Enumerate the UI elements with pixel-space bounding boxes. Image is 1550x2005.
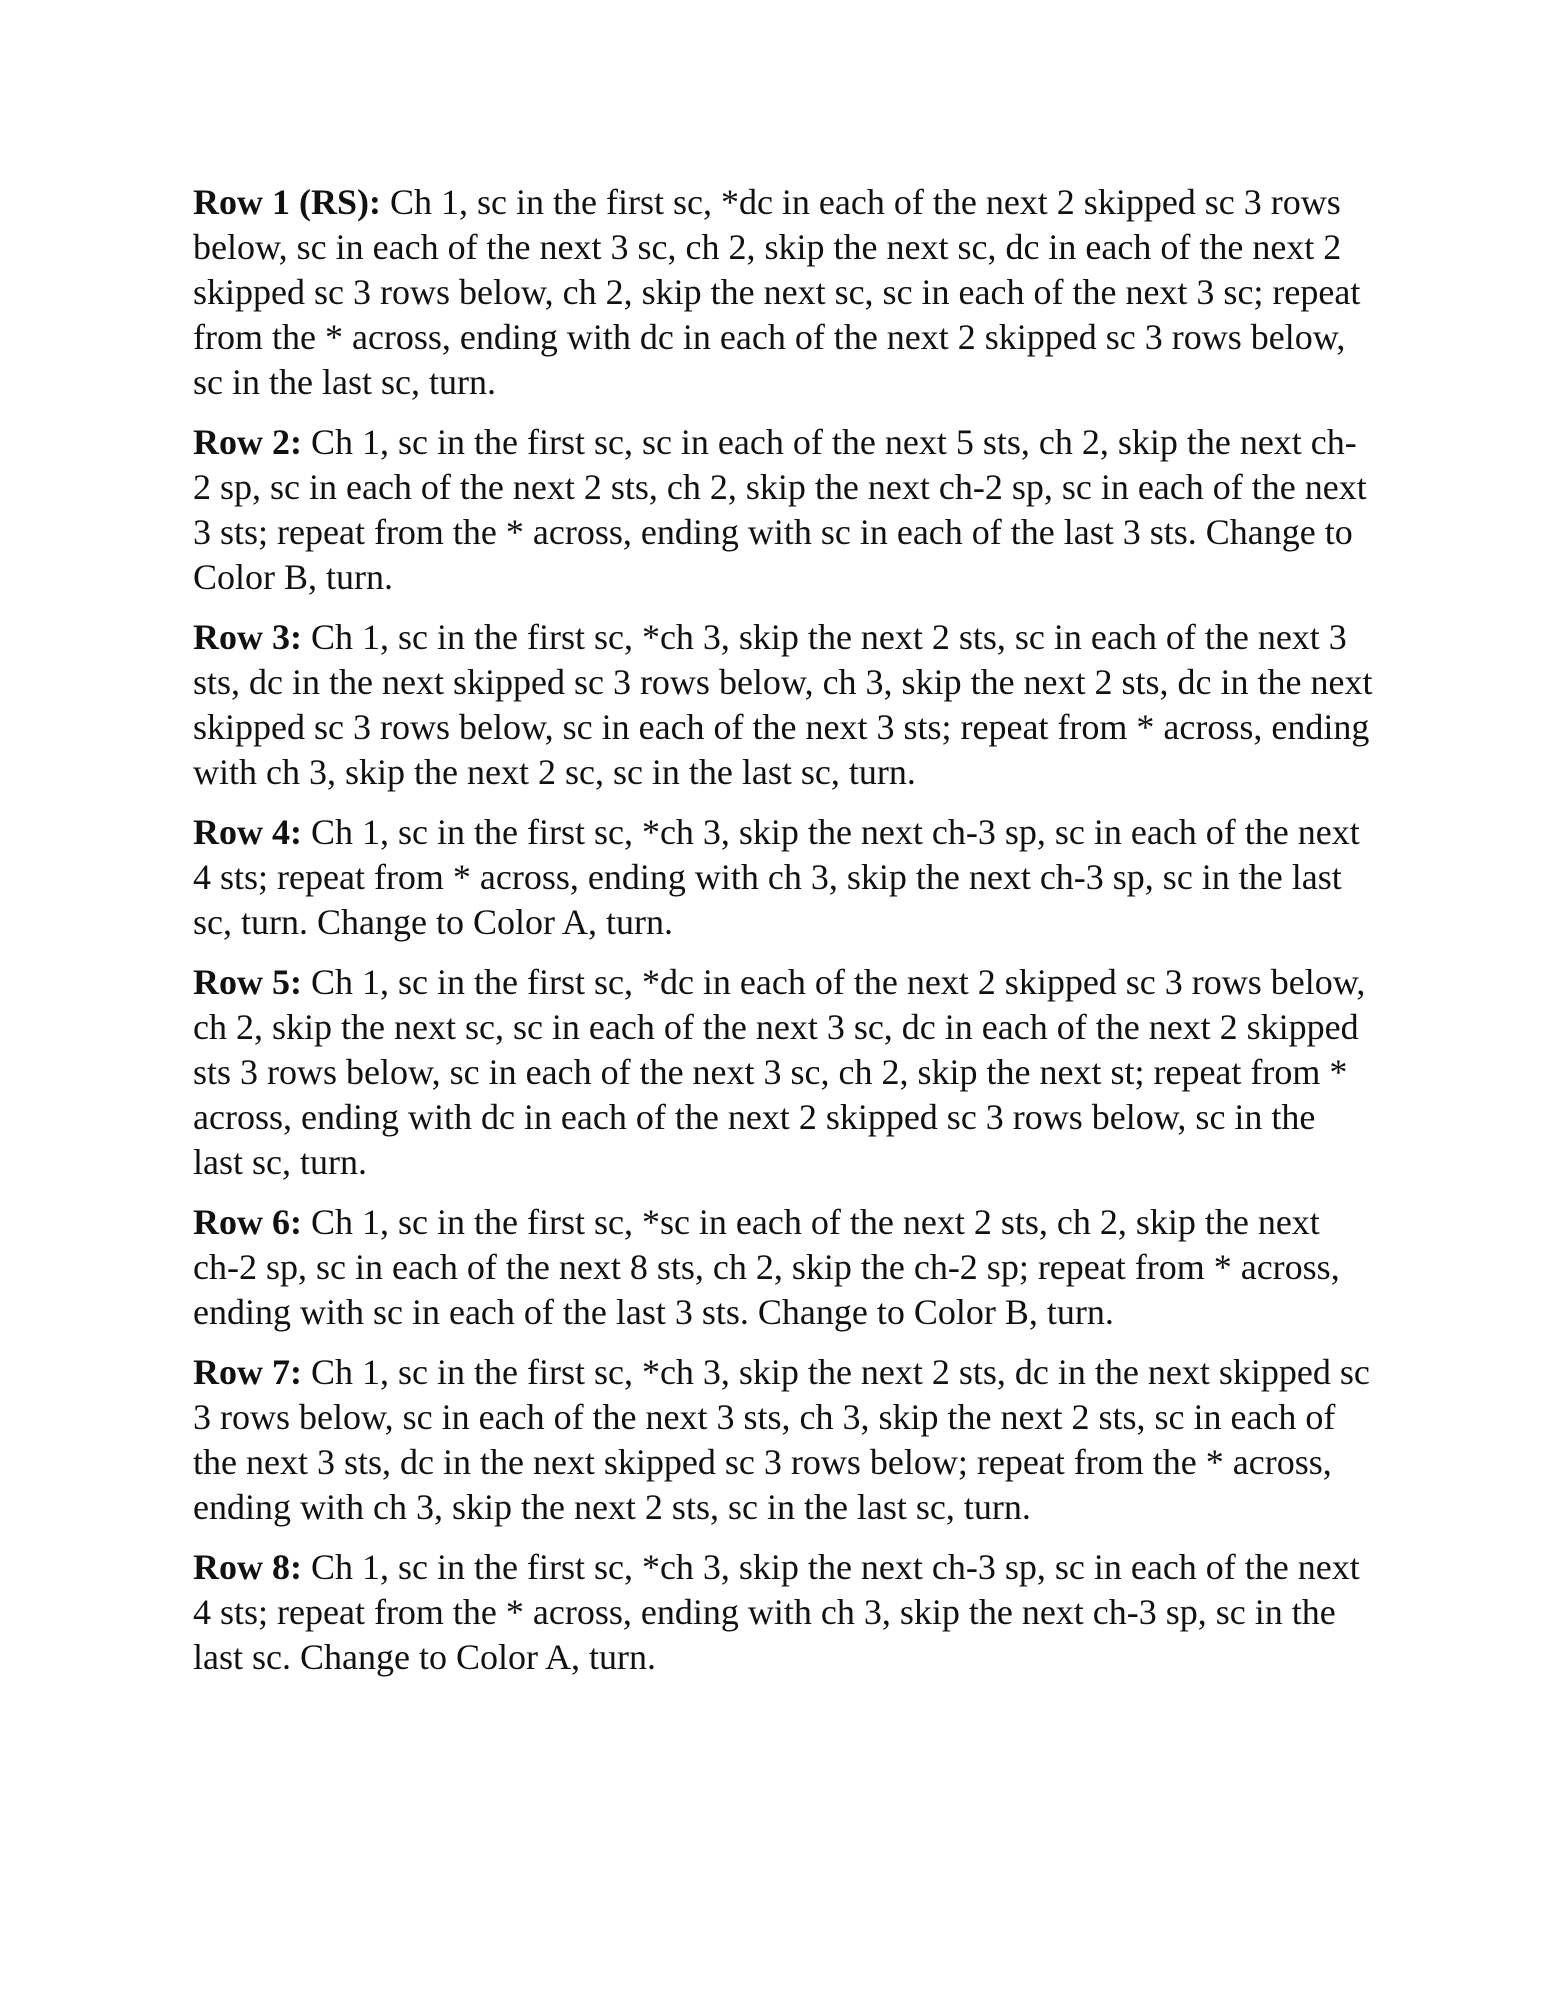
row-6-paragraph bbox=[193, 1200, 1373, 1335]
row-text: Ch 1, sc in the first sc, *dc in each of the next 2 skipped sc 3 rows below, sc in each of the next 3 sc, ch 2, skip the next sc, dc in each of the next 2 skipped sc 3 rows below, ch 2, skip the next sc, sc in each of the next 3 sc; repeat from the * across, ending with dc in each of the next 2 skipped sc 3 rows below, sc in the last sc, turn. bbox=[193, 182, 1361, 402]
row-label: Row 8: bbox=[193, 1547, 302, 1587]
row-label: Row 2: bbox=[193, 422, 302, 462]
row-1-paragraph bbox=[193, 180, 1373, 405]
row-label: Row 5: bbox=[193, 962, 302, 1002]
row-5-paragraph bbox=[193, 960, 1373, 1185]
row-text: Ch 1, sc in the first sc, *ch 3, skip the next ch-3 sp, sc in each of the next 4 sts; repeat from * across, ending with ch 3, skip the next ch-3 sp, sc in the last sc, turn. Change to Color A, turn. bbox=[193, 812, 1360, 942]
row-4-paragraph bbox=[193, 810, 1373, 945]
row-2-paragraph bbox=[193, 420, 1373, 600]
row-text: Ch 1, sc in the first sc, *ch 3, skip the next 2 sts, dc in the next skipped sc 3 rows below, sc in each of the next 3 sts, ch 3, skip the next 2 sts, sc in each of the next 3 sts, dc in the next skipped sc 3 rows below; repeat from the * across, ending with ch 3, skip the next 2 sts, sc in the last sc, turn. bbox=[193, 1352, 1370, 1527]
row-text: Ch 1, sc in the first sc, *dc in each of the next 2 skipped sc 3 rows below, ch 2, skip the next sc, sc in each of the next 3 sc, dc in each of the next 2 skipped sts 3 rows below, sc in each of the next 3 sc, ch 2, skip the next st; repeat from * across, ending with dc in each of the next 2 skipped sc 3 rows below, sc in the last sc, turn. bbox=[193, 962, 1366, 1182]
row-7-paragraph bbox=[193, 1350, 1373, 1530]
row-8-paragraph bbox=[193, 1545, 1373, 1680]
row-text: Ch 1, sc in the first sc, sc in each of the next 5 sts, ch 2, skip the next ch-2 sp, sc in each of the next 2 sts, ch 2, skip the next ch-2 sp, sc in each of the next 3 sts; repeat from the * across, ending with sc in each of the last 3 sts. Change to Color B, turn. bbox=[193, 422, 1367, 597]
row-text: Ch 1, sc in the first sc, *ch 3, skip the next ch-3 sp, sc in each of the next 4 sts; repeat from the * across, ending with ch 3, skip the next ch-3 sp, sc in the last sc. Change to Color A, turn. bbox=[193, 1547, 1360, 1677]
row-text: Ch 1, sc in the first sc, *sc in each of the next 2 sts, ch 2, skip the next ch-2 sp, sc in each of the next 8 sts, ch 2, skip the ch-2 sp; repeat from * across, ending with sc in each of the last 3 sts. Change to Color B, turn. bbox=[193, 1202, 1340, 1332]
row-label: Row 3: bbox=[193, 617, 302, 657]
row-text: Ch 1, sc in the first sc, *ch 3, skip the next 2 sts, sc in each of the next 3 sts, dc in the next skipped sc 3 rows below, ch 3, skip the next 2 sts, dc in the next skipped sc 3 rows below, sc in each of the next 3 sts; repeat from * across, ending with ch 3, skip the next 2 sc, sc in the last sc, turn. bbox=[193, 617, 1373, 792]
row-3-paragraph bbox=[193, 615, 1373, 795]
row-label: Row 1 (RS): bbox=[193, 182, 381, 222]
pattern-instructions bbox=[193, 180, 1373, 1695]
row-label: Row 4: bbox=[193, 812, 302, 852]
row-label: Row 7: bbox=[193, 1352, 302, 1392]
row-label: Row 6: bbox=[193, 1202, 302, 1242]
